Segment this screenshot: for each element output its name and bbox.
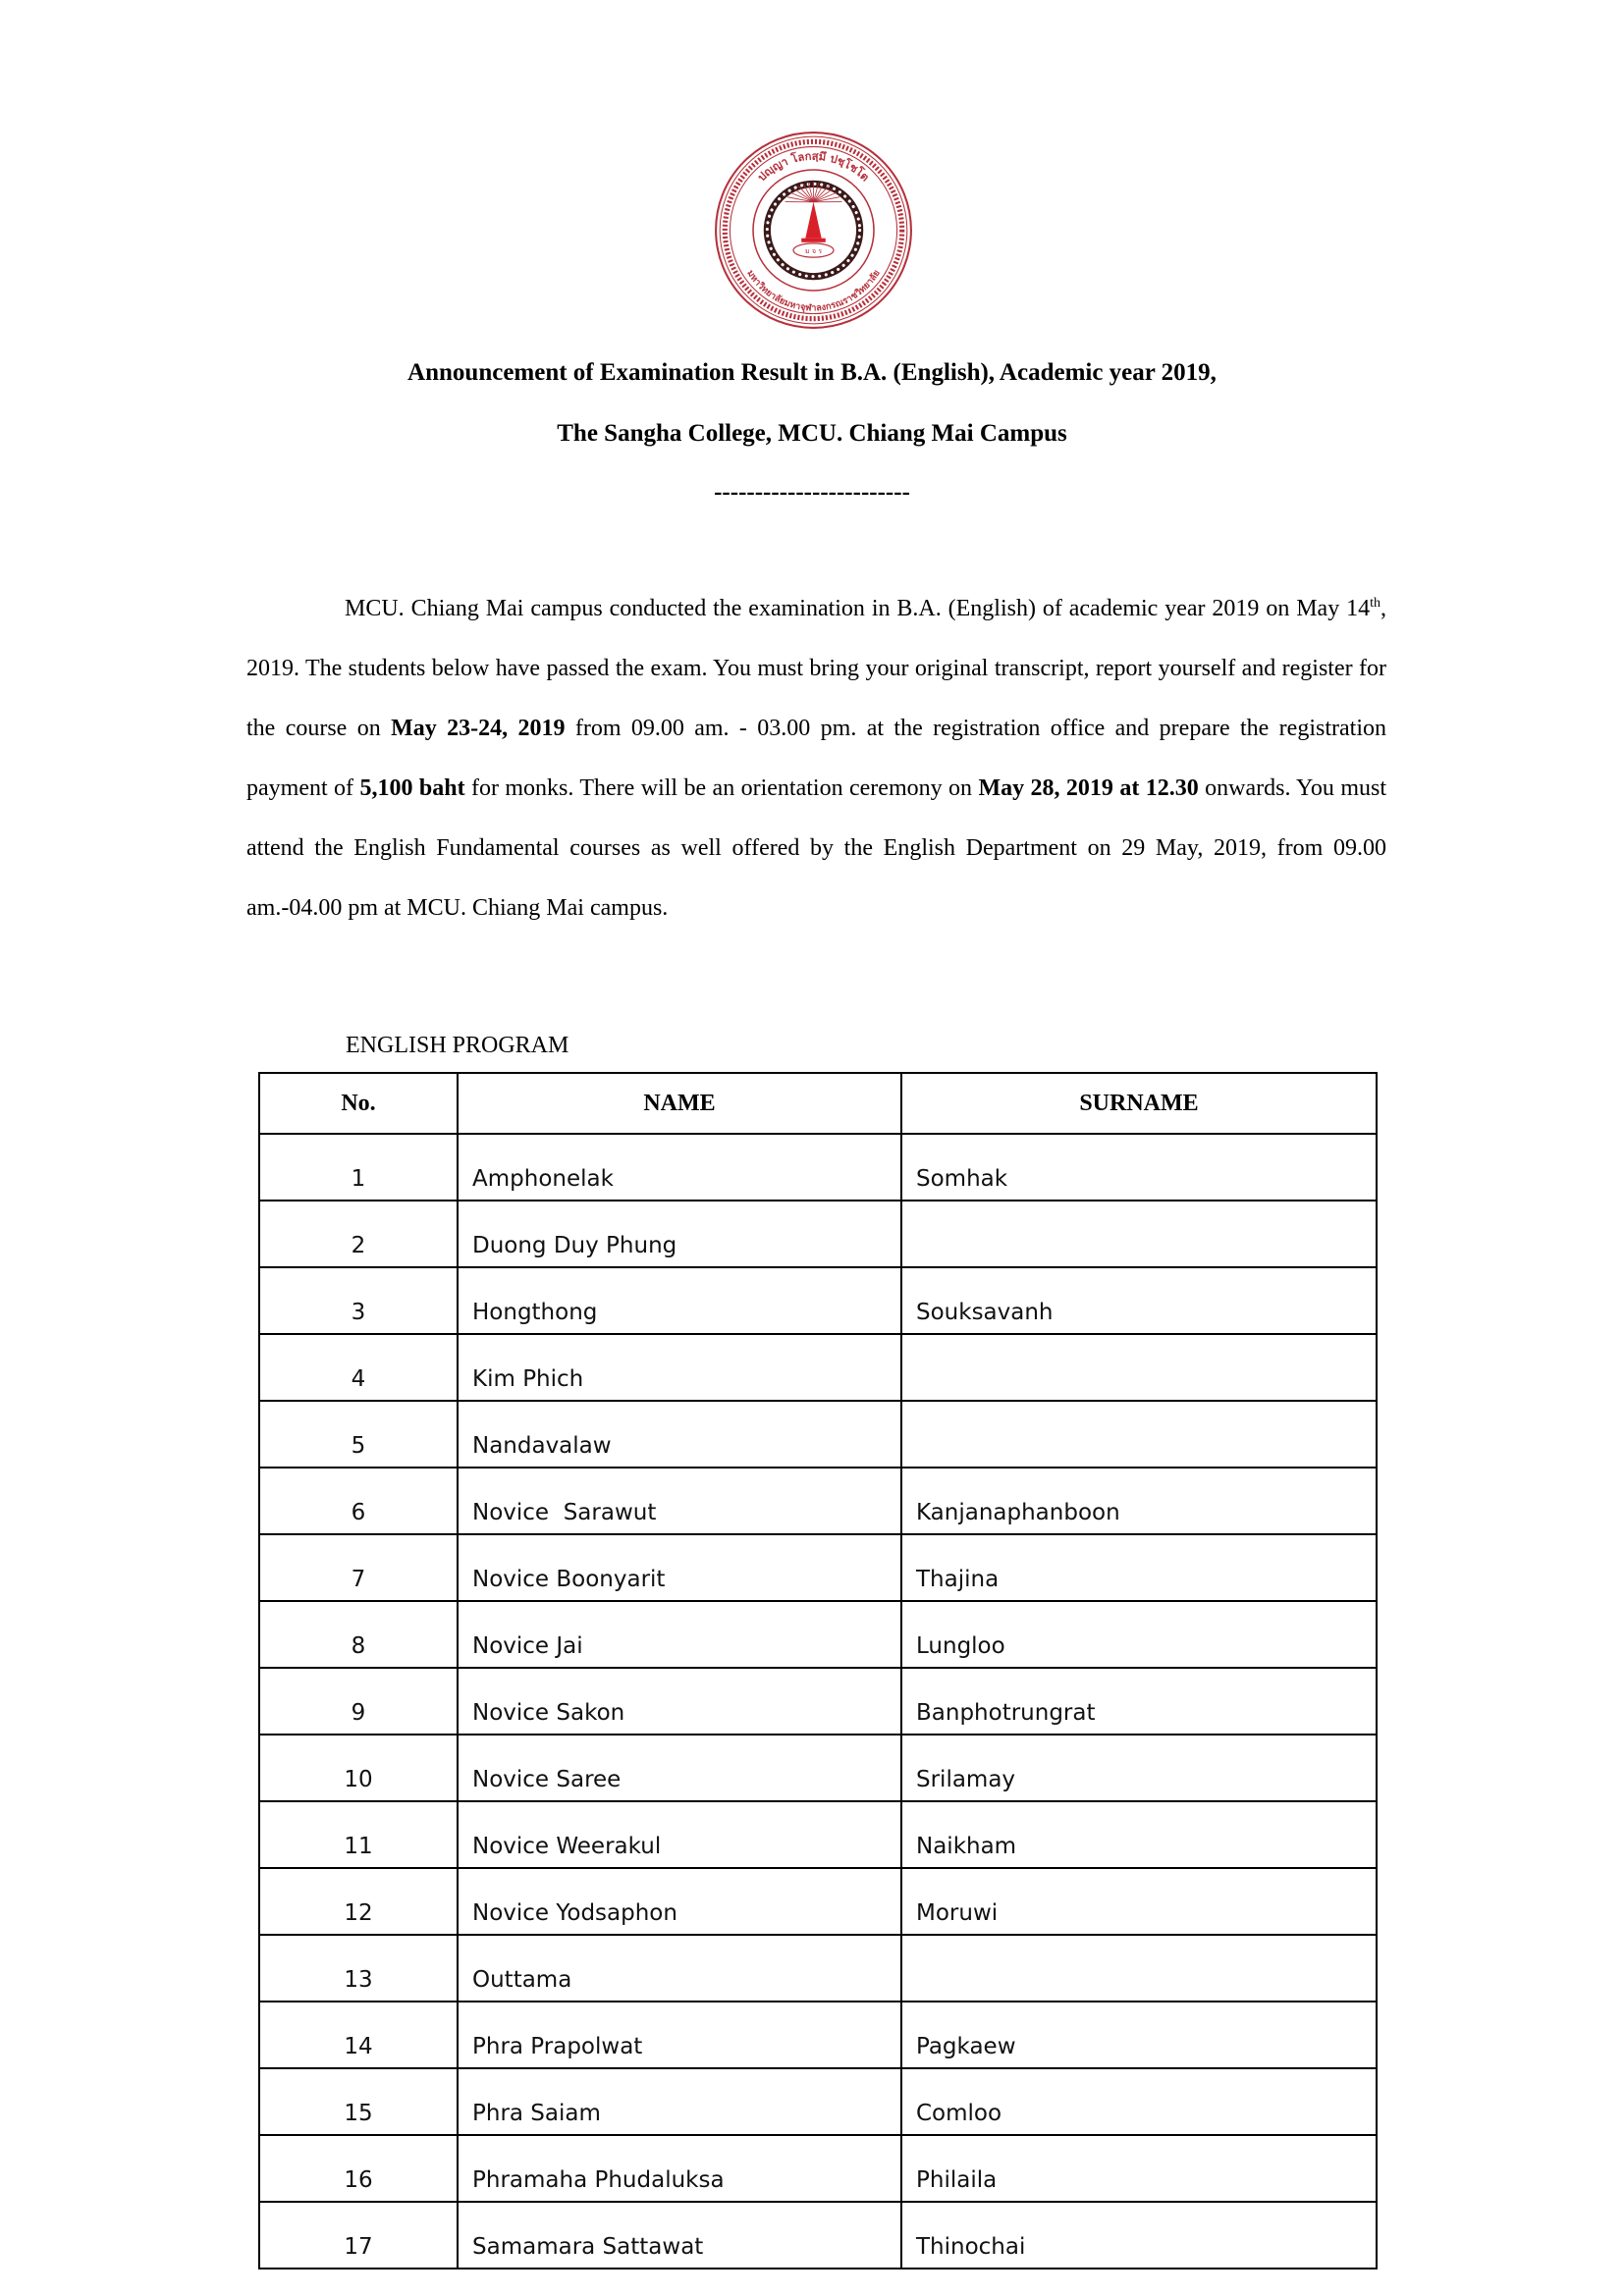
row-number: 6 (259, 1468, 458, 1534)
table-row (259, 1935, 1377, 2002)
student-name: Phra Prapolwat (458, 2002, 901, 2068)
table-row (259, 1401, 1377, 1468)
row-number: 7 (259, 1534, 458, 1601)
row-number: 4 (259, 1334, 458, 1401)
student-name: Novice Sarawut (458, 1468, 901, 1534)
student-surname: Naikham (901, 1801, 1377, 1868)
table-row (259, 1267, 1377, 1334)
row-number: 17 (259, 2202, 458, 2269)
header-no: No. (259, 1073, 458, 1134)
student-surname: Srilamay (901, 1735, 1377, 1801)
student-name: Novice Saree (458, 1735, 901, 1801)
orientation-date: May 28, 2019 at 12.30 (978, 775, 1199, 801)
student-name: Novice Yodsaphon (458, 1868, 901, 1935)
table-row (259, 1668, 1377, 1735)
title-divider: ------------------------ (714, 479, 910, 506)
table-row (259, 1534, 1377, 1601)
student-name: Novice Weerakul (458, 1801, 901, 1868)
body-text-2: , 2019. The students below have passed the exam. You must bring your original transcript, report yourself and register for the course on (246, 596, 1386, 741)
student-name: Novice Sakon (458, 1668, 901, 1735)
table-row (259, 1468, 1377, 1534)
row-number: 13 (259, 1935, 458, 2002)
student-surname: Somhak (901, 1134, 1377, 1201)
student-surname (901, 1201, 1377, 1267)
student-surname: Comloo (901, 2068, 1377, 2135)
header-name: NAME (458, 1073, 901, 1134)
body-text-4: for monks. There will be an orientation ceremony on (464, 775, 979, 801)
row-number: 16 (259, 2135, 458, 2202)
student-name: Phra Saiam (458, 2068, 901, 2135)
table-row (259, 1134, 1377, 1201)
student-surname: Lungloo (901, 1601, 1377, 1668)
student-name: Hongthong (458, 1267, 901, 1334)
student-surname (901, 1935, 1377, 2002)
student-surname: Thajina (901, 1534, 1377, 1601)
student-surname (901, 1401, 1377, 1468)
student-name: Phramaha Phudaluksa (458, 2135, 901, 2202)
student-surname: Philaila (901, 2135, 1377, 2202)
announcement-title: Announcement of Examination Result in B.A. (English), Academic year 2019, (407, 359, 1217, 386)
table-row (259, 1735, 1377, 1801)
row-number: 3 (259, 1267, 458, 1334)
body-text-3: from 09.00 am. - 03.00 pm. at the registration office and prepare the registration payment of (246, 716, 1386, 801)
student-name: Nandavalaw (458, 1401, 901, 1468)
ordinal-suffix: th (1370, 596, 1380, 611)
program-label: ENGLISH PROGRAM (346, 1033, 569, 1058)
student-name: Novice Boonyarit (458, 1534, 901, 1601)
row-number: 5 (259, 1401, 458, 1468)
row-number: 1 (259, 1134, 458, 1201)
student-surname: Pagkaew (901, 2002, 1377, 2068)
seal-center-text: ม จ ร (804, 246, 823, 256)
body-text-1: MCU. Chiang Mai campus conducted the examination in B.A. (English) of academic year 2019 on May 14 (345, 596, 1371, 621)
results-table (258, 1072, 1378, 2269)
student-name: Outtama (458, 1935, 901, 2002)
student-name: Novice Jai (458, 1601, 901, 1668)
row-number: 8 (259, 1601, 458, 1668)
row-number: 12 (259, 1868, 458, 1935)
announcement-subtitle: The Sangha College, MCU. Chiang Mai Campus (557, 420, 1067, 447)
registration-fee: 5,100 baht (359, 775, 465, 801)
table-row (259, 1201, 1377, 1267)
header-surname: SURNAME (901, 1073, 1377, 1134)
svg-text:ปญฺญา โลกสฺมึ ปชฺโชโต (755, 150, 871, 185)
announcement-body (246, 579, 1386, 938)
student-name: Samamara Sattawat (458, 2202, 901, 2269)
row-number: 14 (259, 2002, 458, 2068)
student-surname: Kanjanaphanboon (901, 1468, 1377, 1534)
student-surname: Thinochai (901, 2202, 1377, 2269)
table-row (259, 1334, 1377, 1401)
student-name: Duong Duy Phung (458, 1201, 901, 1267)
seal-university-name: มหาวิทยาลัยมหาจุฬาลงกรณราชวิทยาลัย (744, 268, 883, 314)
student-name: Amphonelak (458, 1134, 901, 1201)
table-row (259, 2135, 1377, 2202)
student-surname: Souksavanh (901, 1267, 1377, 1334)
student-name: Kim Phich (458, 1334, 901, 1401)
row-number: 9 (259, 1668, 458, 1735)
table-row (259, 1601, 1377, 1668)
student-surname (901, 1334, 1377, 1401)
table-row (259, 1868, 1377, 1935)
body-text-5: onwards. You must attend the English Fundamental courses as well offered by the English Department on 29 May, 2019, from 09.00 am.-04.00 pm at MCU. Chiang Mai campus. (246, 775, 1387, 921)
table-row (259, 1801, 1377, 1868)
table-row (259, 2202, 1377, 2269)
row-number: 2 (259, 1201, 458, 1267)
table-row (259, 2002, 1377, 2068)
row-number: 15 (259, 2068, 458, 2135)
row-number: 10 (259, 1735, 458, 1801)
table-header-row (259, 1073, 1377, 1134)
student-surname: Moruwi (901, 1868, 1377, 1935)
student-surname: Banphotrungrat (901, 1668, 1377, 1735)
university-seal-icon (713, 130, 914, 331)
registration-date: May 23-24, 2019 (391, 716, 566, 741)
row-number: 11 (259, 1801, 458, 1868)
seal-motto-text: ปญฺญา โลกสฺมึ ปชฺโชโต (755, 149, 872, 185)
table-row (259, 2068, 1377, 2135)
